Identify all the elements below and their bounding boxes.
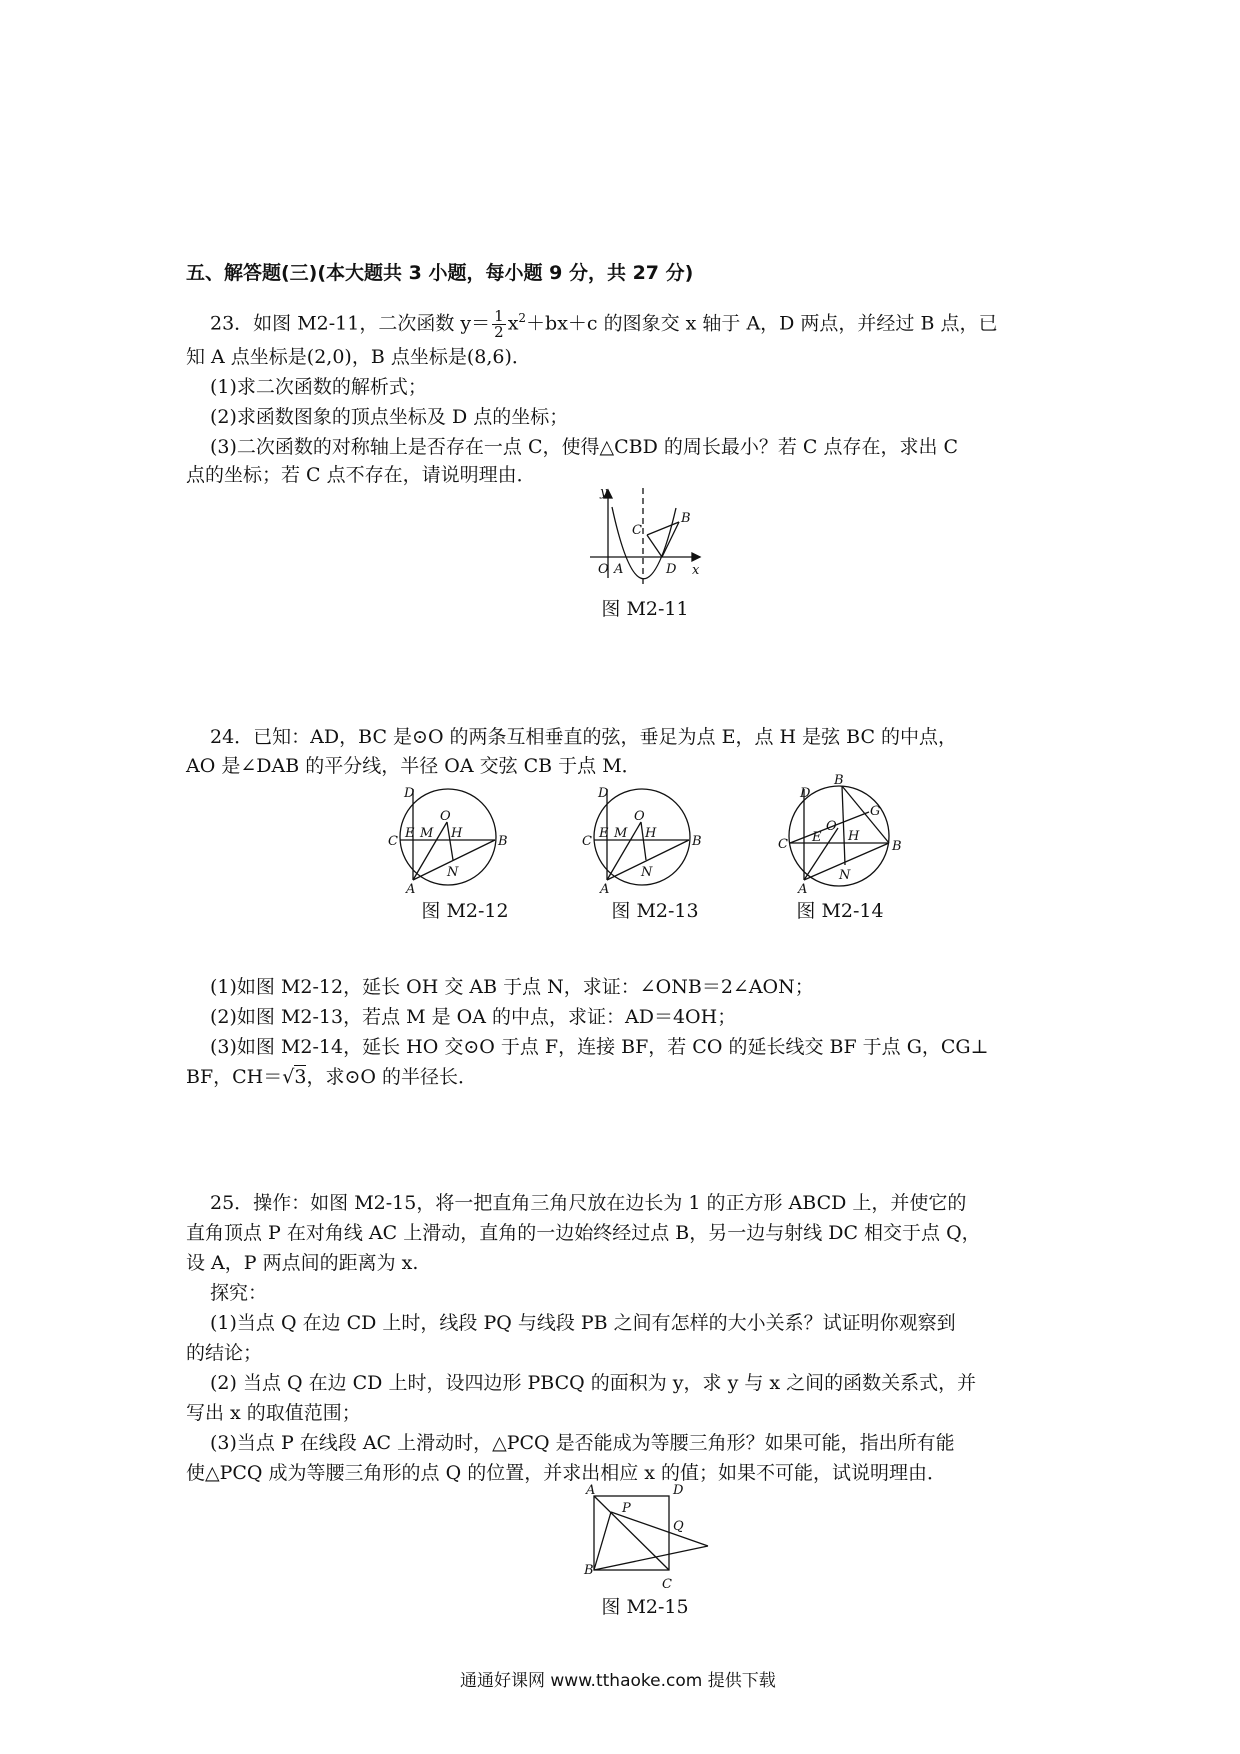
fig13-label-e: E xyxy=(599,826,609,841)
fig14-label-n: N xyxy=(839,868,851,883)
q23-frac-num: 1 xyxy=(494,306,504,325)
fig11-label-x: x xyxy=(692,563,700,578)
fig12-label-c: C xyxy=(388,834,398,849)
fig14-label-d: D xyxy=(800,786,811,801)
fig11-label-o: O xyxy=(598,562,609,577)
fig13-label-d: D xyxy=(598,786,609,801)
q24-part2: (2)如图 M2-13，若点 M 是 OA 的中点，求证：AD＝4OH； xyxy=(210,1006,737,1028)
caption-m2-13: 图 M2-13 xyxy=(611,900,699,922)
page-footer: 通通好课网 www.tthaoke.com 提供下载 xyxy=(460,1671,776,1691)
q25-part1-b: 的结论； xyxy=(186,1342,263,1364)
triangle-ruler-edge xyxy=(594,1546,708,1570)
fig15-label-a: A xyxy=(586,1483,596,1498)
q25-part3-b: 使△PCQ 成为等腰三角形的点 Q 的位置，并求出相应 x 的值；如果不可能，试说明理由． xyxy=(186,1462,947,1484)
q23-sup: 2 xyxy=(518,311,527,325)
q24-line2: AO 是∠DAB 的平分线，半径 OA 交弦 CB 于点 M． xyxy=(186,755,641,777)
fig14-label-h: H xyxy=(848,829,860,844)
q23-part1: (1)求二次函数的解析式； xyxy=(210,376,427,398)
caption-m2-14: 图 M2-14 xyxy=(796,900,884,922)
q24-line1: 24．已知：AD，BC 是⊙O 的两条互相垂直的弦，垂足为点 E，点 H 是弦 BC 的中点， xyxy=(210,726,958,748)
q24-part3-b-a: BF，CH＝ xyxy=(186,1066,283,1088)
segment-pq-extended xyxy=(611,1512,708,1546)
q25-part2-a: (2) 当点 Q 在边 CD 上时，设四边形 PBCQ 的面积为 y，求 y 与 x 之间的函数关系式，并 xyxy=(210,1372,977,1394)
fig13-label-a: A xyxy=(600,882,610,897)
fig12-label-n: N xyxy=(447,865,459,880)
fig12-label-a: A xyxy=(406,882,416,897)
q23-part3-b: 点的坐标；若 C 点不存在，请说明理由． xyxy=(186,464,536,486)
q23-line2: 知 A 点坐标是(2,0)，B 点坐标是(8,6)． xyxy=(186,346,531,368)
fig15-label-q: Q xyxy=(673,1519,684,1534)
caption-m2-15: 图 M2-15 xyxy=(601,1596,689,1618)
fig11-label-d: D xyxy=(666,562,677,577)
fig11-label-c: C xyxy=(632,523,642,538)
q25-line3: 设 A，P 两点间的距离为 x. xyxy=(186,1252,419,1274)
fig12-label-o: O xyxy=(440,809,451,824)
fig12-label-h: H xyxy=(451,826,463,841)
q23-part2: (2)求函数图象的顶点坐标及 D 点的坐标； xyxy=(210,406,569,428)
fig12-label-b: B xyxy=(498,834,508,849)
fig12-label-m: M xyxy=(420,826,434,841)
fig13-label-b: B xyxy=(692,834,702,849)
sqrt-sign: √ xyxy=(282,1066,295,1088)
q25-part2-b: 写出 x 的取值范围； xyxy=(186,1402,361,1424)
fig15-label-d: D xyxy=(673,1483,684,1498)
fig14-label-a: A xyxy=(798,882,808,897)
caption-m2-11: 图 M2-11 xyxy=(601,598,689,620)
segment-pb xyxy=(594,1512,611,1570)
fig14-label-e: E xyxy=(812,830,822,845)
q24-part3-b-c: ，求⊙O 的半径长． xyxy=(306,1066,478,1088)
fig13-label-o: O xyxy=(634,809,645,824)
q25-explore: 探究： xyxy=(210,1282,268,1304)
fig15-label-b: B xyxy=(584,1563,594,1578)
fig12-label-d: D xyxy=(404,786,415,801)
q24-part3-a: (3)如图 M2-14，延长 HO 交⊙O 于点 F，连接 BF，若 CO 的延长线交 BF 于点 G，CG⊥ xyxy=(210,1036,989,1058)
fig11-label-y: y xyxy=(600,485,608,500)
fig13-label-n: N xyxy=(641,865,653,880)
fig15-label-p: P xyxy=(622,1501,631,1516)
q25-part1-a: (1)当点 Q 在边 CD 上时，线段 PQ 与线段 PB 之间有怎样的大小关系？试证明你观察到 xyxy=(210,1312,956,1334)
q25-part3-a: (3)当点 P 在线段 AC 上滑动时，△PCQ 是否能成为等腰三角形？如果可能，指出所有能 xyxy=(210,1432,955,1454)
fig14-label-o: O xyxy=(826,819,837,834)
fig14-label-c: C xyxy=(778,837,788,852)
fig11-label-b: B xyxy=(681,511,691,526)
fig13-label-h: H xyxy=(645,826,657,841)
sqrt-radicand: 3 xyxy=(294,1066,307,1088)
q23-line1-c: ＋bx＋c 的图象交 x 轴于 A，D 两点，并经过 B 点，已 xyxy=(526,312,998,335)
fig11-label-a: A xyxy=(614,562,624,577)
fig12-label-e: E xyxy=(405,826,415,841)
q24-part1: (1)如图 M2-12，延长 OH 交 AB 于点 N，求证：∠ONB＝2∠AON； xyxy=(210,976,814,998)
section-heading: 五、解答题(三)(本大题共 3 小题，每小题 9 分，共 27 分) xyxy=(186,262,694,284)
fig14-label-g: G xyxy=(870,804,881,819)
fig15-label-c: C xyxy=(662,1577,672,1592)
q23-line1-b: x xyxy=(507,312,519,335)
q23-line1-a: 23．如图 M2-11，二次函数 y＝ xyxy=(210,312,491,335)
q25-line2: 直角顶点 P 在对角线 AC 上滑动，直角的一边始终经过点 B，另一边与射线 DC 相交于点 Q， xyxy=(186,1222,981,1244)
caption-m2-12: 图 M2-12 xyxy=(421,900,509,922)
q23-frac-den: 2 xyxy=(494,322,504,341)
q25-line1: 25．操作：如图 M2-15，将一把直角三角尺放在边长为 1 的正方形 ABCD 上，并使它的 xyxy=(210,1192,967,1214)
q23-part3-a: (3)二次函数的对称轴上是否存在一点 C，使得△CBD 的周长最小？若 C 点存在，求出 C xyxy=(210,436,959,458)
fig13-label-c: C xyxy=(582,834,592,849)
fig14-label-b: B xyxy=(892,839,902,854)
fig13-label-m: M xyxy=(614,826,628,841)
fig14-label-f: B xyxy=(834,773,844,788)
